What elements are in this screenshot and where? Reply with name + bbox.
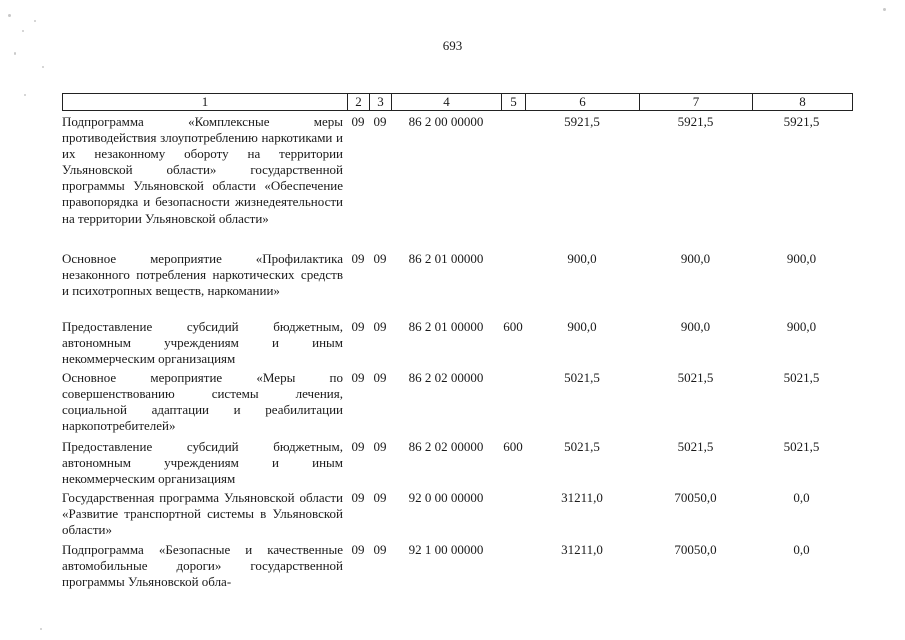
row-razdel: 09: [351, 542, 365, 557]
scan-speck: [34, 20, 36, 22]
scan-speck: [42, 66, 44, 68]
row-value-6: 900,0: [567, 319, 597, 334]
header-col-7: 7: [640, 94, 753, 110]
row-value-7: 5921,5: [677, 114, 714, 129]
row-value-7: 5021,5: [677, 439, 714, 454]
row-value-8: 0,0: [793, 490, 810, 505]
row-value-6: 5021,5: [564, 370, 600, 385]
row-name: Предоставление субсидий бюджетным, автономным учреждениям и иным некоммерческим организациям: [62, 319, 343, 367]
row-target-code: 86 2 02 00000: [408, 439, 484, 454]
row-value-8: 5921,5: [783, 114, 820, 129]
row-razdel: 09: [351, 439, 365, 454]
row-target-code: 86 2 02 00000: [408, 370, 484, 385]
row-target-code: 92 1 00 00000: [408, 542, 484, 557]
row-podrazdel: 09: [373, 439, 387, 454]
row-value-7: 5021,5: [677, 370, 714, 385]
row-podrazdel: 09: [373, 542, 387, 557]
row-razdel: 09: [351, 114, 365, 129]
row-razdel: 09: [351, 319, 365, 334]
row-podrazdel: 09: [373, 114, 387, 129]
scan-speck: [40, 628, 42, 630]
table-header-row: [62, 93, 853, 111]
page-number: 693: [442, 38, 463, 53]
header-col-8: 8: [799, 94, 806, 109]
header-col-2: 2: [348, 94, 370, 110]
row-razdel: 09: [351, 370, 365, 385]
row-podrazdel: 09: [373, 370, 387, 385]
row-target-code: 86 2 00 00000: [408, 114, 484, 129]
row-value-7: 70050,0: [674, 490, 717, 505]
scan-speck: [22, 30, 24, 32]
row-value-6: 31211,0: [561, 542, 603, 557]
budget-table: [62, 93, 853, 590]
row-expense-type: 600: [503, 439, 523, 454]
row-podrazdel: 09: [373, 319, 387, 334]
row-podrazdel: 09: [373, 490, 387, 505]
row-target-code: 92 0 00 00000: [408, 490, 484, 505]
row-value-6: 5021,5: [564, 439, 600, 454]
row-podrazdel: 09: [373, 251, 387, 266]
header-col-4: 4: [392, 94, 502, 110]
row-name: Подпрограмма «Комплексные меры противодействия злоупотреблению наркотиками и их незаконному обороту на территории Ульяновской области» государственной программы Ульяновской области «Обеспечение правопорядка и безопасности жизнедеятельности на территории Ульяновской области»: [62, 114, 343, 226]
row-value-8: 5021,5: [783, 370, 820, 385]
scan-speck: [883, 8, 886, 11]
header-col-3: 3: [370, 94, 392, 110]
scan-speck: [24, 94, 26, 96]
header-col-6: 6: [526, 94, 640, 110]
row-name: Основное мероприятие «Профилактика незаконного потребления наркотических средств и психотропных веществ, наркомании»: [62, 251, 343, 299]
row-expense-type: 600: [503, 319, 523, 334]
row-razdel: 09: [351, 490, 365, 505]
row-value-6: 31211,0: [561, 490, 603, 505]
row-value-8: 5021,5: [783, 439, 820, 454]
row-name: Основное мероприятие «Меры по совершенствованию системы лечения, социальной адаптации и реабилитации наркопотребителей»: [62, 370, 343, 434]
row-name: Подпрограмма «Безопасные и качественные автомобильные дороги» государственной программы Ульяновской обла-: [62, 542, 343, 590]
row-value-8: 0,0: [793, 542, 810, 557]
header-col-5: 5: [502, 94, 526, 110]
row-value-8: 900,0: [786, 319, 817, 334]
row-value-6: 5921,5: [564, 114, 600, 129]
row-value-7: 900,0: [680, 319, 711, 334]
row-razdel: 09: [351, 251, 365, 266]
row-value-6: 900,0: [567, 251, 597, 266]
row-value-7: 900,0: [680, 251, 711, 266]
scan-speck: [8, 14, 11, 17]
row-value-8: 900,0: [786, 251, 817, 266]
row-target-code: 86 2 01 00000: [408, 251, 484, 266]
row-name: Государственная программа Ульяновской области «Развитие транспортной системы в Ульяновской области»: [62, 490, 343, 538]
row-value-7: 70050,0: [674, 542, 717, 557]
row-target-code: 86 2 01 00000: [408, 319, 484, 334]
header-col-1: 1: [63, 94, 348, 110]
row-name: Предоставление субсидий бюджетным, автономным учреждениям и иным некоммерческим организациям: [62, 439, 343, 487]
